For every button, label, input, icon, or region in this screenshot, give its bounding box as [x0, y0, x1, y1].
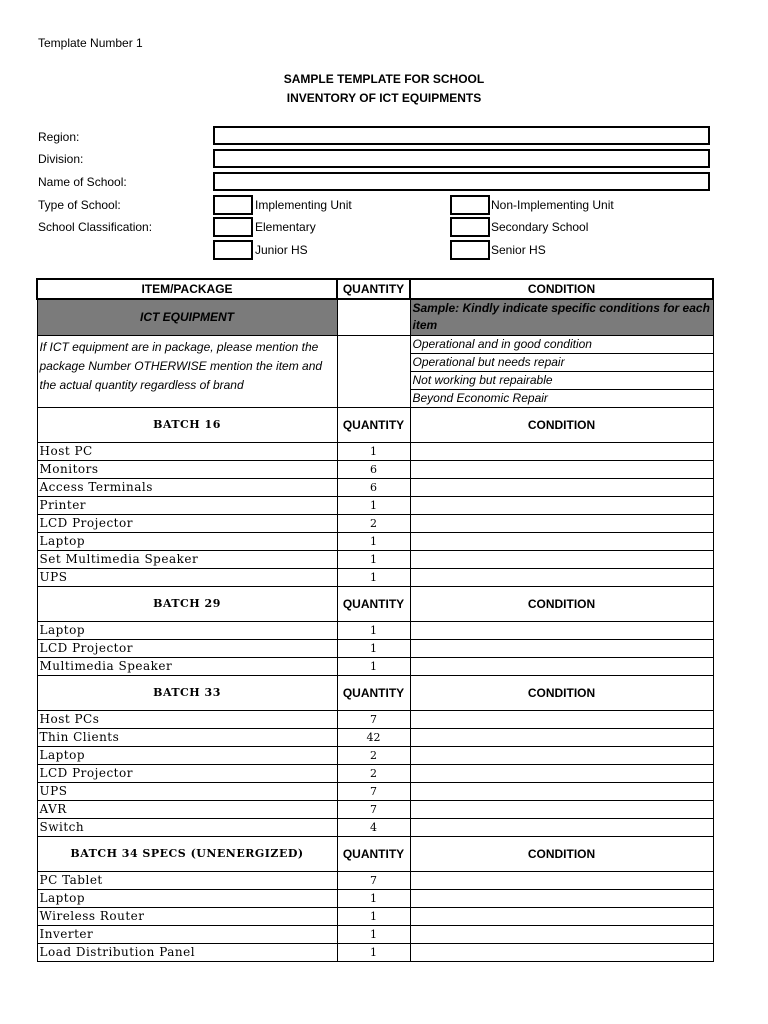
- type-label: Type of School:: [38, 198, 121, 212]
- table-row: [37, 764, 713, 782]
- item-quantity: 1: [337, 550, 410, 568]
- item-quantity: 7: [337, 710, 410, 728]
- senior-hs-checkbox[interactable]: [450, 240, 490, 260]
- item-condition-cell[interactable]: [410, 710, 713, 728]
- division-label: Division:: [38, 152, 84, 166]
- table-row: [37, 532, 713, 550]
- item-condition-cell[interactable]: [410, 568, 713, 586]
- item-name: PC Tablet: [37, 871, 337, 889]
- item-quantity: 4: [337, 818, 410, 836]
- item-condition-cell[interactable]: [410, 728, 713, 746]
- non-implementing-label: Non-Implementing Unit: [491, 198, 614, 212]
- item-quantity: 1: [337, 657, 410, 675]
- item-quantity: 1: [337, 568, 410, 586]
- batch-condition-header: CONDITION: [410, 407, 713, 442]
- item-name: LCD Projector: [37, 764, 337, 782]
- table-row: [37, 889, 713, 907]
- item-name: Laptop: [37, 532, 337, 550]
- table-row: [37, 514, 713, 532]
- batch-header-row: [37, 407, 713, 442]
- item-condition-cell[interactable]: [410, 907, 713, 925]
- condition-good: Operational and in good condition: [410, 335, 713, 353]
- item-condition-cell[interactable]: [410, 621, 713, 639]
- item-condition-cell[interactable]: [410, 818, 713, 836]
- table-row: [37, 943, 713, 961]
- region-field[interactable]: [213, 126, 710, 145]
- item-name: Monitors: [37, 460, 337, 478]
- item-condition-cell[interactable]: [410, 871, 713, 889]
- condition-row: [37, 335, 713, 353]
- division-field[interactable]: [213, 149, 710, 168]
- item-name: LCD Projector: [37, 639, 337, 657]
- condition-repairable: Not working but repairable: [410, 371, 713, 389]
- non-implementing-checkbox[interactable]: [450, 195, 490, 215]
- template-number: Template Number 1: [38, 36, 143, 50]
- inventory-table: [36, 278, 714, 962]
- item-condition-cell[interactable]: [410, 460, 713, 478]
- table-row: [37, 460, 713, 478]
- item-quantity: 1: [337, 442, 410, 460]
- item-condition-cell[interactable]: [410, 550, 713, 568]
- item-condition-cell[interactable]: [410, 514, 713, 532]
- table-row: [37, 818, 713, 836]
- item-quantity: 2: [337, 514, 410, 532]
- classification-label: School Classification:: [38, 220, 153, 234]
- ict-equipment-row: [37, 299, 713, 335]
- page-title-line2: INVENTORY OF ICT EQUIPMENTS: [286, 91, 482, 105]
- ict-qty-cell[interactable]: [337, 299, 410, 335]
- table-row: [37, 496, 713, 514]
- elementary-label: Elementary: [255, 220, 316, 234]
- item-name: Wireless Router: [37, 907, 337, 925]
- ict-equipment-label: ICT EQUIPMENT: [37, 299, 337, 335]
- item-name: Switch: [37, 818, 337, 836]
- batch-name: BATCH 34 SPECS (UNENERGIZED): [37, 836, 337, 871]
- batch-header-row: [37, 836, 713, 871]
- item-name: AVR: [37, 800, 337, 818]
- condition-needs-repair: Operational but needs repair: [410, 353, 713, 371]
- item-quantity: 42: [337, 728, 410, 746]
- item-quantity: 6: [337, 478, 410, 496]
- item-name: Host PC: [37, 442, 337, 460]
- table-row: [37, 478, 713, 496]
- item-condition-cell[interactable]: [410, 532, 713, 550]
- item-quantity: 1: [337, 889, 410, 907]
- item-name: Set Multimedia Speaker: [37, 550, 337, 568]
- implementing-label: Implementing Unit: [255, 198, 352, 212]
- batch-name: BATCH 33: [37, 675, 337, 710]
- condition-beyond-repair: Beyond Economic Repair: [410, 389, 713, 407]
- batch-condition-header: CONDITION: [410, 836, 713, 871]
- table-row: [37, 907, 713, 925]
- item-condition-cell[interactable]: [410, 478, 713, 496]
- region-label: Region:: [38, 130, 80, 144]
- batch-header-row: [37, 586, 713, 621]
- junior-hs-label: Junior HS: [255, 243, 308, 257]
- item-quantity: 1: [337, 532, 410, 550]
- senior-hs-label: Senior HS: [491, 243, 546, 257]
- elementary-checkbox[interactable]: [213, 217, 253, 237]
- instruction-qty-cell[interactable]: [337, 335, 410, 407]
- item-quantity: 1: [337, 943, 410, 961]
- table-row: [37, 550, 713, 568]
- item-condition-cell[interactable]: [410, 925, 713, 943]
- batch-quantity-header: QUANTITY: [337, 407, 410, 442]
- table-row: [37, 710, 713, 728]
- item-name: LCD Projector: [37, 514, 337, 532]
- secondary-checkbox[interactable]: [450, 217, 490, 237]
- sample-condition-note: Sample: Kindly indicate specific conditions for each item: [410, 299, 713, 335]
- batch-header-row: [37, 675, 713, 710]
- item-name: Multimedia Speaker: [37, 657, 337, 675]
- item-condition-cell[interactable]: [410, 943, 713, 961]
- table-row: [37, 621, 713, 639]
- table-row: [37, 782, 713, 800]
- item-name: Host PCs: [37, 710, 337, 728]
- item-name: Inverter: [37, 925, 337, 943]
- batch-name: BATCH 29: [37, 586, 337, 621]
- item-condition-cell[interactable]: [410, 657, 713, 675]
- condition-header: CONDITION: [410, 279, 713, 299]
- item-quantity: 1: [337, 621, 410, 639]
- secondary-label: Secondary School: [491, 220, 589, 234]
- item-quantity: 7: [337, 800, 410, 818]
- item-quantity: 1: [337, 639, 410, 657]
- batch-condition-header: CONDITION: [410, 586, 713, 621]
- item-condition-cell[interactable]: [410, 764, 713, 782]
- item-quantity: 2: [337, 746, 410, 764]
- item-quantity: 1: [337, 496, 410, 514]
- item-name: Thin Clients: [37, 728, 337, 746]
- item-condition-cell[interactable]: [410, 782, 713, 800]
- item-name: Laptop: [37, 889, 337, 907]
- table-row: [37, 728, 713, 746]
- item-name: UPS: [37, 568, 337, 586]
- school-name-field[interactable]: [213, 172, 710, 191]
- batch-name: BATCH 16: [37, 407, 337, 442]
- junior-hs-checkbox[interactable]: [213, 240, 253, 260]
- item-name: Laptop: [37, 746, 337, 764]
- item-quantity: 6: [337, 460, 410, 478]
- item-condition-cell[interactable]: [410, 889, 713, 907]
- item-condition-cell[interactable]: [410, 496, 713, 514]
- table-row: [37, 442, 713, 460]
- table-row: [37, 657, 713, 675]
- table-row: [37, 800, 713, 818]
- table-row: [37, 746, 713, 764]
- batch-condition-header: CONDITION: [410, 675, 713, 710]
- table-header-row: [37, 279, 713, 299]
- quantity-header: QUANTITY: [337, 279, 410, 299]
- item-name: Access Terminals: [37, 478, 337, 496]
- batch-quantity-header: QUANTITY: [337, 675, 410, 710]
- item-quantity: 1: [337, 925, 410, 943]
- item-quantity: 1: [337, 907, 410, 925]
- item-condition-cell[interactable]: [410, 442, 713, 460]
- item-name: Load Distribution Panel: [37, 943, 337, 961]
- table-row: [37, 639, 713, 657]
- table-row: [37, 871, 713, 889]
- item-quantity: 7: [337, 782, 410, 800]
- table-row: [37, 925, 713, 943]
- item-condition-cell[interactable]: [410, 800, 713, 818]
- page-title-line1: SAMPLE TEMPLATE FOR SCHOOL: [283, 72, 485, 86]
- item-condition-cell[interactable]: [410, 639, 713, 657]
- instruction-note: If ICT equipment are in package, please mention the package Number OTHERWISE mention the item and the actual quantity regardless of brand: [37, 335, 337, 407]
- school-name-label: Name of School:: [38, 175, 127, 189]
- item-name: UPS: [37, 782, 337, 800]
- batch-quantity-header: QUANTITY: [337, 836, 410, 871]
- item-name: Printer: [37, 496, 337, 514]
- item-quantity: 7: [337, 871, 410, 889]
- item-name: Laptop: [37, 621, 337, 639]
- item-package-header: ITEM/PACKAGE: [37, 279, 337, 299]
- batch-quantity-header: QUANTITY: [337, 586, 410, 621]
- table-row: [37, 568, 713, 586]
- item-condition-cell[interactable]: [410, 746, 713, 764]
- item-quantity: 2: [337, 764, 410, 782]
- implementing-checkbox[interactable]: [213, 195, 253, 215]
